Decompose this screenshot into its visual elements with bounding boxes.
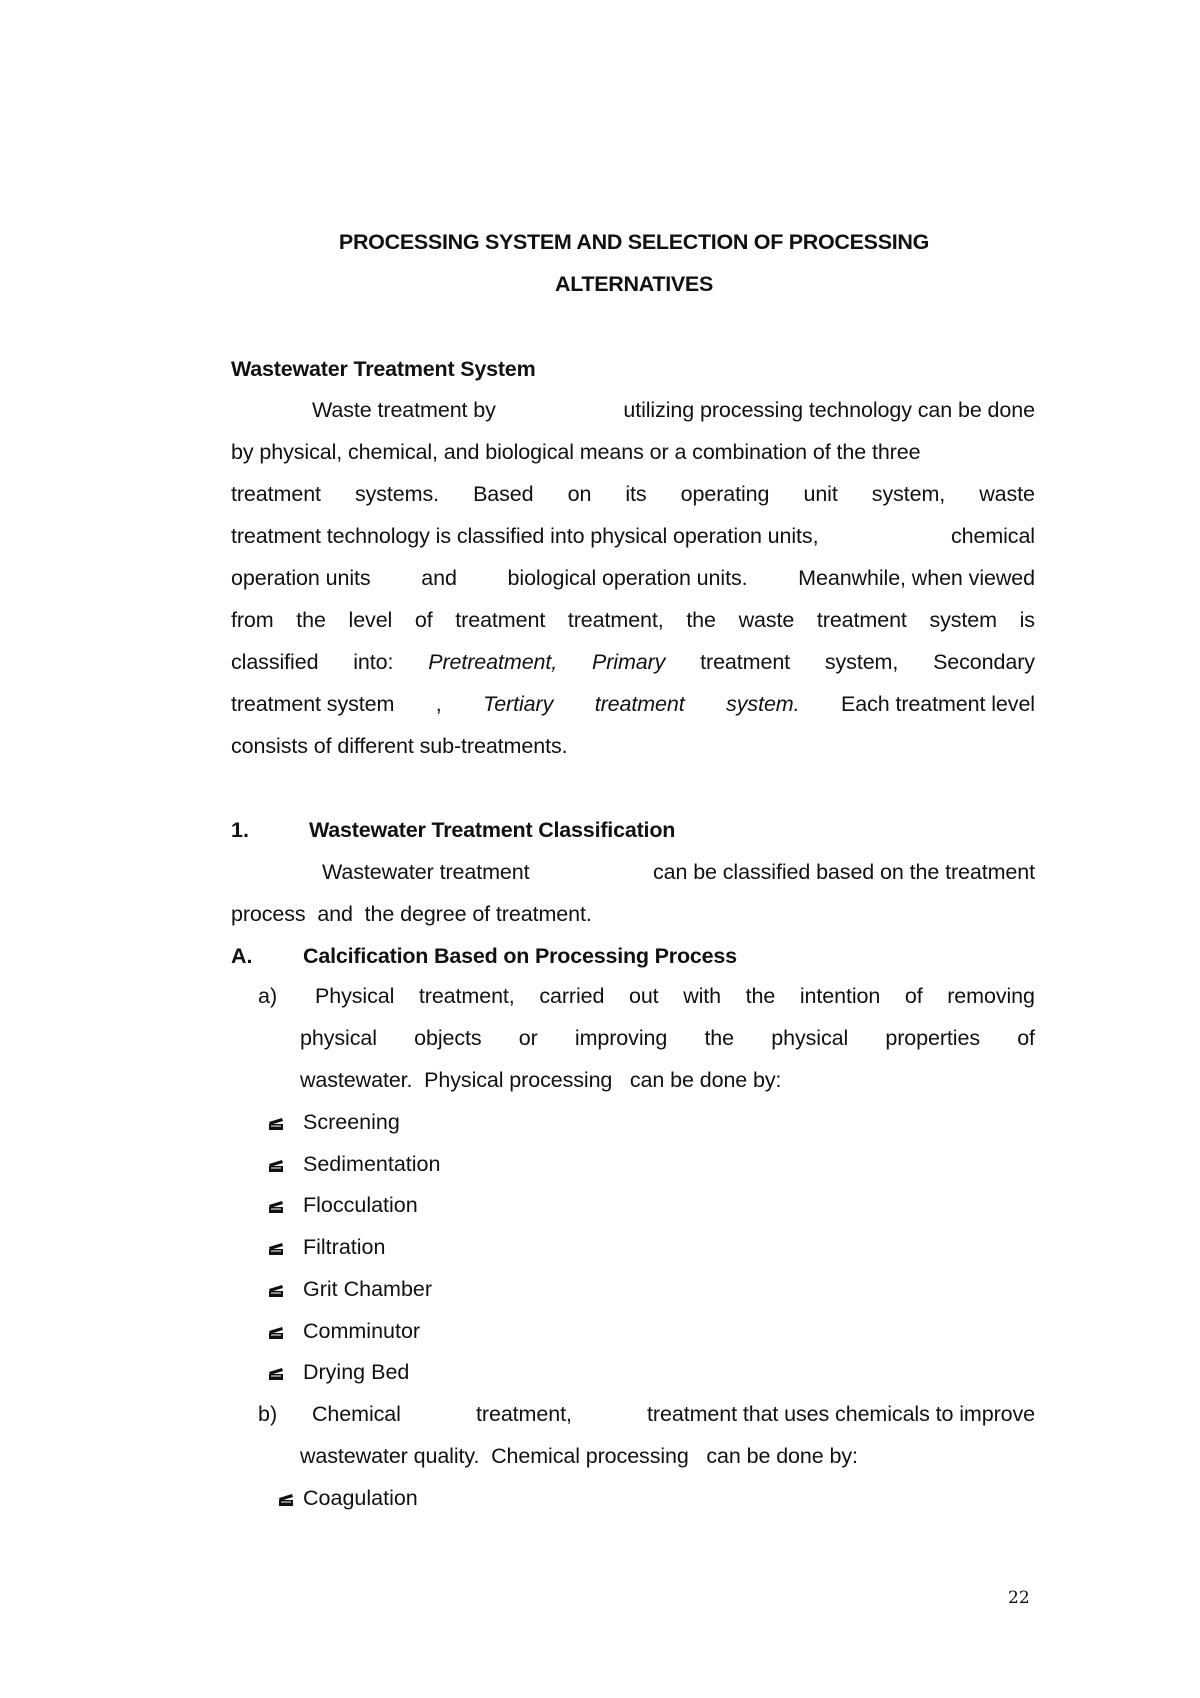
clapperboard-icon xyxy=(268,1157,284,1173)
text-run: treatment xyxy=(816,608,907,632)
page-number: 22 xyxy=(1008,1588,1030,1608)
italic-term: Tertiary xyxy=(483,692,554,716)
text-run: system, xyxy=(871,482,946,506)
text-run: Meanwhile, when viewed xyxy=(798,566,1035,590)
paragraph-line-7 xyxy=(231,650,1035,675)
list-item: Drying Bed xyxy=(303,1360,410,1385)
text-run: Secondary xyxy=(933,650,1035,674)
text-run: physical xyxy=(300,1026,377,1050)
list-marker-b: b) xyxy=(258,1402,278,1426)
title-line-2: ALTERNATIVES xyxy=(554,272,714,296)
text-run: treatment technology is classified into physical operation units, xyxy=(231,524,819,548)
text-run: can be classified based on the treatment xyxy=(652,860,1035,884)
subsection-heading: Calcification Based on Processing Process xyxy=(303,944,737,968)
text-run: classified xyxy=(231,650,319,674)
text-run: of xyxy=(414,608,433,632)
text-run: treatment xyxy=(700,650,791,674)
text-run: unit xyxy=(803,482,838,506)
text-run: treatment xyxy=(455,608,546,632)
text-run: operation units xyxy=(231,566,371,590)
text-run: of xyxy=(1017,1026,1035,1050)
text-run: system, xyxy=(824,650,899,674)
section-number: 1. xyxy=(231,818,249,842)
text-run: the xyxy=(686,608,716,632)
text-run: into: xyxy=(353,650,394,674)
paragraph-line-4 xyxy=(231,524,1035,549)
list-item: Screening xyxy=(303,1110,400,1134)
paragraph-line-9 xyxy=(231,734,1035,759)
list-item: Sedimentation xyxy=(303,1151,441,1176)
text-run: waste xyxy=(979,482,1035,506)
text-run: Waste treatment by xyxy=(312,398,496,422)
list-item: Coagulation xyxy=(303,1486,418,1510)
list-item: Grit Chamber xyxy=(303,1276,433,1301)
text-run: on xyxy=(567,482,592,506)
text-run: out xyxy=(628,984,659,1008)
paragraph-line-5 xyxy=(231,566,1035,591)
text-run: treatment that uses chemicals to improve xyxy=(647,1402,1035,1426)
section-heading: Wastewater Treatment System xyxy=(231,357,536,381)
a-line-2 xyxy=(300,1026,1035,1051)
text-run: objects xyxy=(414,1026,482,1050)
text-run: , xyxy=(435,692,442,716)
text-run: Based xyxy=(473,482,534,506)
list-item: Flocculation xyxy=(303,1193,418,1218)
text-run: Physical xyxy=(315,984,395,1008)
a-line-1 xyxy=(315,984,1035,1009)
text-run: biological operation units. xyxy=(507,566,748,590)
text-run: treatment, xyxy=(418,984,515,1008)
text-run: Each treatment level xyxy=(840,692,1035,716)
text-run: waste xyxy=(738,608,795,632)
intro-line-1 xyxy=(322,860,1035,885)
title-line-1: PROCESSING SYSTEM AND SELECTION OF PROCESSING xyxy=(338,230,930,254)
italic-term: Pretreatment, xyxy=(428,650,558,674)
text-run: level xyxy=(348,608,393,632)
text-run: improving xyxy=(574,1026,668,1050)
text-run: physical xyxy=(771,1026,849,1050)
text-run: intention xyxy=(799,984,881,1008)
intro-line-2: process and the degree of treatment. xyxy=(231,902,592,926)
paragraph-line-1 xyxy=(312,398,1035,423)
text-run: by physical, chemical, and biological means or a combination of the three xyxy=(231,440,921,464)
clapperboard-icon xyxy=(268,1240,284,1256)
clapperboard-icon xyxy=(278,1491,294,1507)
paragraph-line-6 xyxy=(231,608,1035,633)
text-run: operating xyxy=(680,482,770,506)
text-run: Chemical xyxy=(312,1402,401,1426)
text-run: the xyxy=(296,608,326,632)
text-run: treatment, xyxy=(476,1402,572,1426)
list-item: Comminutor xyxy=(303,1318,421,1343)
text-run: from xyxy=(231,608,274,632)
text-run: consists of different sub-treatments. xyxy=(231,734,568,758)
text-run: properties xyxy=(885,1026,980,1050)
italic-term: system. xyxy=(726,692,800,716)
text-run: and xyxy=(421,566,457,590)
clapperboard-icon xyxy=(268,1324,284,1340)
text-run: with xyxy=(683,984,722,1008)
b-line-2: wastewater quality. Chemical processing can be done by: xyxy=(300,1444,858,1468)
text-run: treatment, xyxy=(567,608,664,632)
text-run: treatment system xyxy=(231,692,395,716)
a-line-3: wastewater. Physical processing can be done by: xyxy=(300,1068,782,1092)
text-run: removing xyxy=(947,984,1035,1008)
italic-term: Primary xyxy=(591,650,666,674)
text-run: carried xyxy=(539,984,605,1008)
list-item: Filtration xyxy=(303,1235,386,1260)
list-marker-a: a) xyxy=(258,984,278,1008)
text-run: treatment xyxy=(231,482,321,506)
paragraph-line-8 xyxy=(231,692,1035,717)
classification-heading: Wastewater Treatment Classification xyxy=(309,818,676,842)
text-run: system xyxy=(929,608,997,632)
text-run: systems. xyxy=(354,482,439,506)
text-run: its xyxy=(625,482,647,506)
text-run: of xyxy=(904,984,923,1008)
text-run: is xyxy=(1019,608,1035,632)
subsection-letter: A. xyxy=(231,944,253,968)
text-run: the xyxy=(704,1026,735,1050)
clapperboard-icon xyxy=(268,1115,284,1131)
text-run: the xyxy=(745,984,776,1008)
b-line-1 xyxy=(312,1402,1035,1427)
clapperboard-icon xyxy=(268,1282,284,1298)
clapperboard-icon xyxy=(268,1365,284,1381)
clapperboard-icon xyxy=(268,1198,284,1214)
text-run: chemical xyxy=(950,524,1035,548)
text-run: or xyxy=(518,1026,538,1050)
text-run: utilizing processing technology can be done xyxy=(623,398,1035,422)
paragraph-line-3 xyxy=(231,482,1035,507)
italic-term: treatment xyxy=(594,692,685,716)
text-run: Wastewater treatment xyxy=(322,860,530,884)
paragraph-line-2 xyxy=(231,440,1035,465)
